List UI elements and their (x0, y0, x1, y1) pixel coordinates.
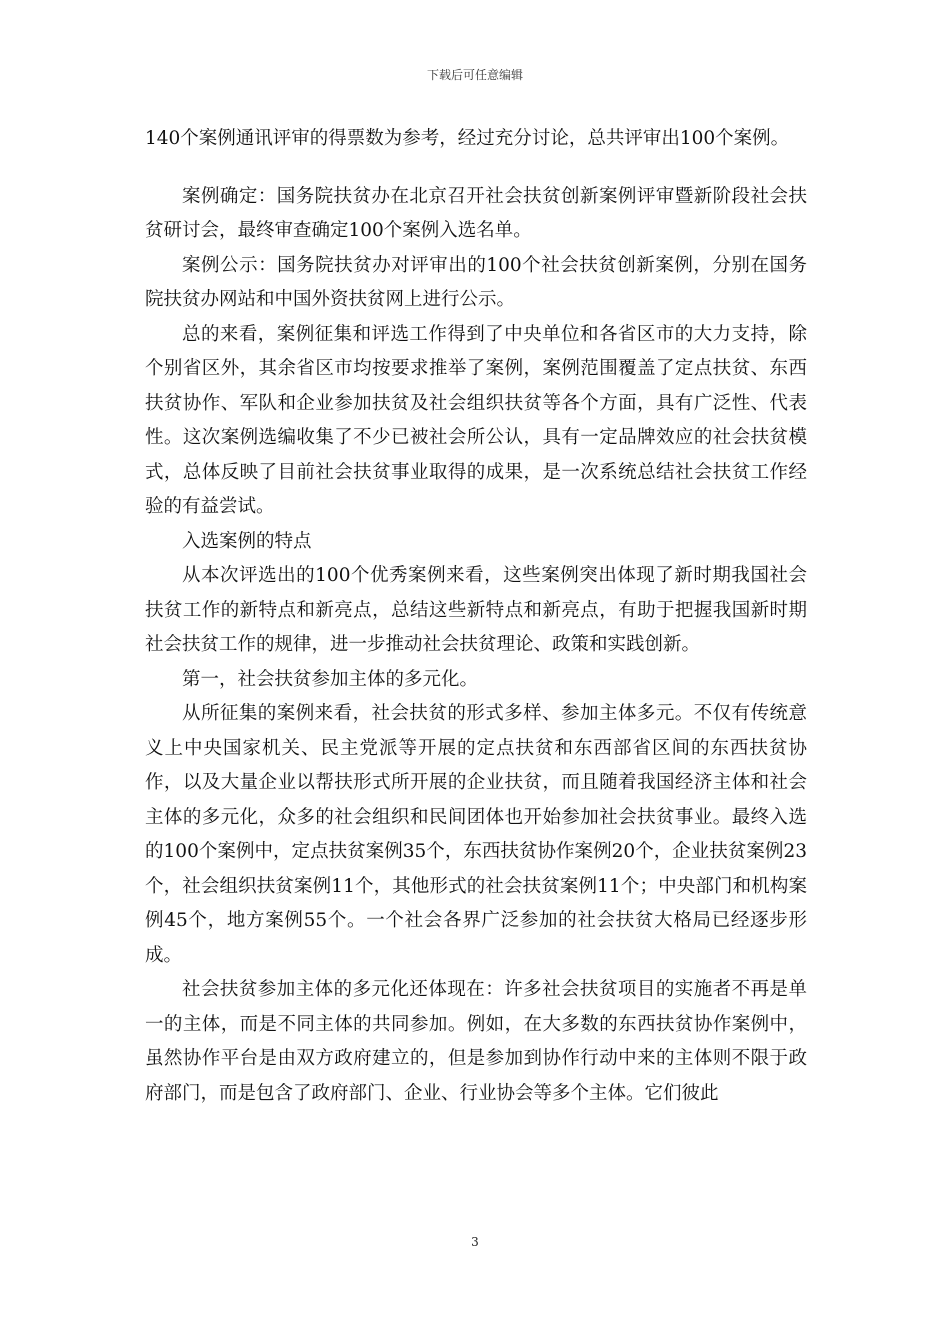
page-number: 3 (471, 1235, 479, 1249)
paragraph-spacer (145, 157, 807, 180)
paragraph: 140个案例通讯评审的得票数为参考，经过充分讨论，总共评审出100个案例。 (145, 128, 790, 149)
section-heading: 入选案例的特点 (182, 530, 312, 552)
paragraph: 总的来看，案例征集和评选工作得到了中央单位和各省区市的大力支持，除个别省区外，其余省区市均按要求推举了案例，案例范围覆盖了定点扶贫、东西扶贫协作、军队和企业参加扶贫及社会组织扶贫等各个方面，具有广泛性、代表性。这次案例选编收集了不少已被社会所公认，具有一定品牌效应的社会扶贫模式，总体反映了目前社会扶贫事业取得的成果，是一次系统总结社会扶贫工作经验的有益尝试。 (145, 323, 807, 517)
document-body (145, 122, 807, 1111)
paragraph: 案例公示：国务院扶贫办对评审出的100个社会扶贫创新案例，分别在国务院扶贫办网站和中国外资扶贫网上进行公示。 (145, 254, 807, 310)
paragraph: 从所征集的案例来看，社会扶贫的形式多样、参加主体多元。不仅有传统意义上中央国家机关、民主党派等开展的定点扶贫和东西部省区间的东西扶贫协作，以及大量企业以帮扶形式所开展的企业扶贫，而且随着我国经济主体和社会主体的多元化，众多的社会组织和民间团体也开始参加社会扶贫事业。最终入选的100个案例中，定点扶贫案例35个，东西扶贫协作案例20个，企业扶贫案例23个，社会组织扶贫案例11个，其他形式的社会扶贫案例11个；中央部门和机构案例45个，地方案例55个。一个社会各界广泛参加的社会扶贫大格局已经逐步形成。 (145, 703, 807, 966)
page-header: 下载后可任意编辑 (426, 68, 523, 82)
paragraph: 从本次评选出的100个优秀案例来看，这些案例突出体现了新时期我国社会扶贫工作的新特点和新亮点，总结这些新特点和新亮点，有助于把握我国新时期社会扶贫工作的规律，进一步推动社会扶贫理论、政策和实践创新。 (145, 565, 807, 655)
paragraph: 社会扶贫参加主体的多元化还体现在：许多社会扶贫项目的实施者不再是单一的主体，而是不同主体的共同参加。例如，在大多数的东西扶贫协作案例中，虽然协作平台是由双方政府建立的，但是参加到协作行动中来的主体则不限于政府部门，而是包含了政府部门、企业、行业协会等多个主体。它们彼此 (145, 979, 807, 1104)
subsection-heading: 第一，社会扶贫参加主体的多元化。 (182, 668, 479, 690)
paragraph: 案例确定：国务院扶贫办在北京召开社会扶贫创新案例评审暨新阶段社会扶贫研讨会，最终审查确定100个案例入选名单。 (145, 185, 807, 241)
